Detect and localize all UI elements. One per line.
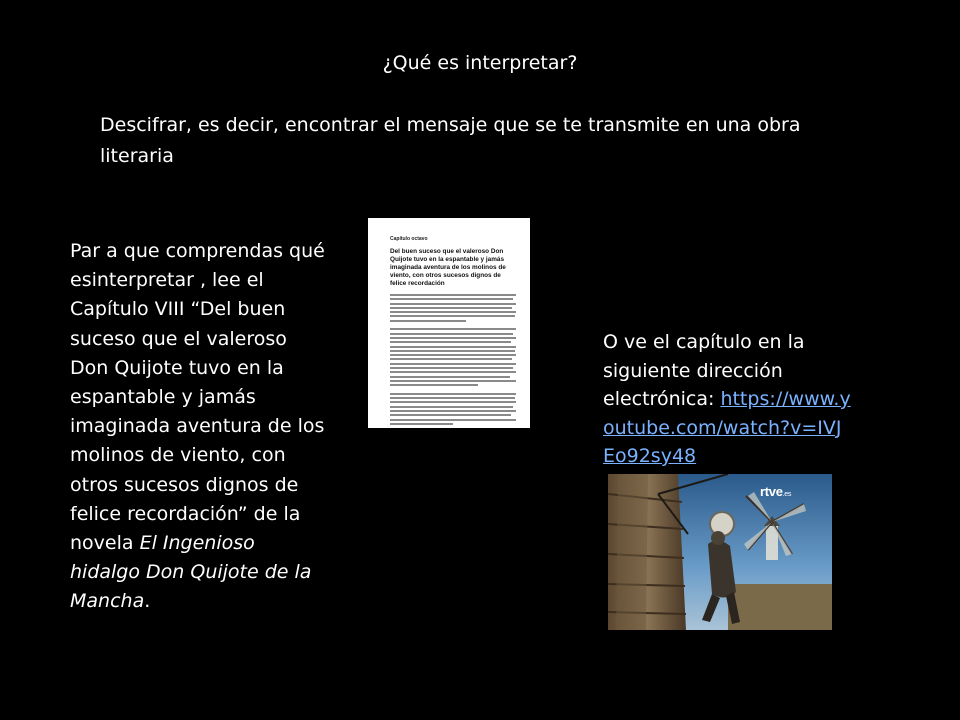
reading-instructions [70, 237, 325, 617]
video-thumbnail-image[interactable] [608, 474, 832, 630]
youtube-link[interactable]: https://www.youtube.com/watch?v=IVJEo92sy48 [603, 388, 851, 467]
page-chapter-heading: Del buen suceso que el valeroso Don Quijote tuvo en la espantable y jamás imaginada aventura de los molinos de viento, con otros sucesos dignos de felice recordación [390, 248, 506, 287]
rtve-logo-suffix: .es [782, 491, 792, 498]
reading-instructions-end: . [144, 590, 151, 613]
definition-text: Descifrar, es decir, encontrar el mensaje que se te transmite en una obra literaria [100, 114, 801, 167]
video-instructions [603, 328, 853, 471]
page-chapter-label: Capítulo octavo [390, 236, 428, 242]
novel-title: El Ingenioso hidalgo Don Quijote de la Mancha [70, 532, 312, 613]
windmill-scene [608, 474, 832, 630]
rtve-logo-main: rtve [760, 484, 783, 499]
chapter-page-image [368, 218, 530, 428]
slide-title: ¿Qué es interpretar? [382, 52, 578, 74]
video-instructions-text: O ve el capítulo en la siguiente dirección electrónica: [603, 331, 805, 410]
reading-instructions-text: Par a que comprendas qué esinterpretar , lee el Capítulo VIII “Del buen suceso que el valeroso Don Quijote tuvo en la espantable y jamás imaginada aventura de los molinos de viento, con otros sucesos dignos de felice recordación” de la novela [70, 240, 325, 555]
page-body-lines [390, 294, 516, 425]
rtve-logo [760, 484, 791, 499]
